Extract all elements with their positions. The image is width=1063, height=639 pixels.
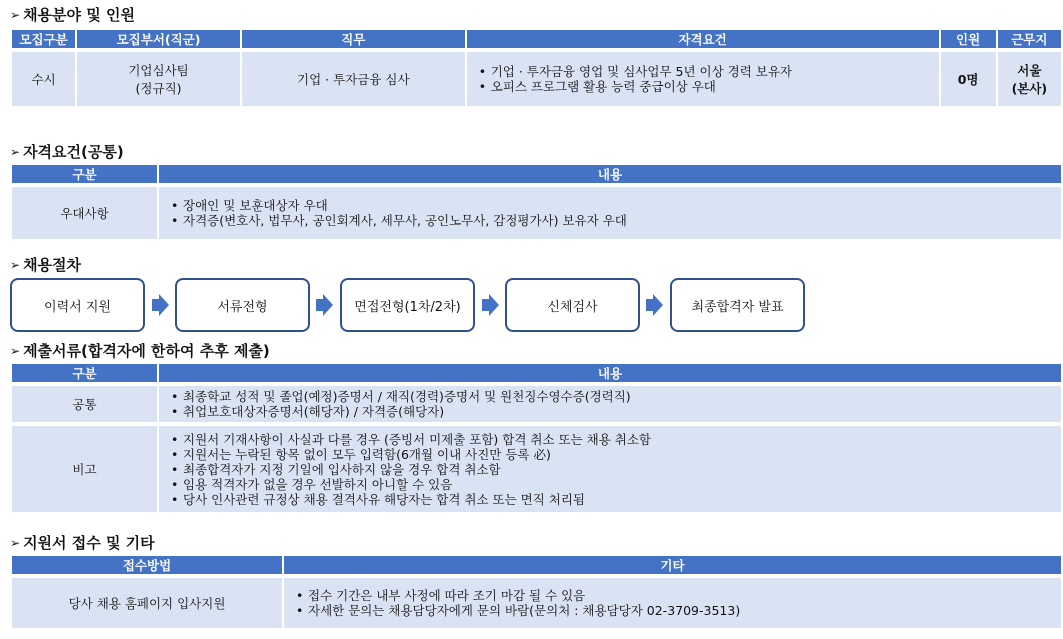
cell-duty: 기업 · 투자금융 심사 — [242, 52, 465, 106]
section-title-documents: ➢ 제출서류(합격자에 한하여 추후 제출) — [10, 342, 270, 360]
header-duty: 직무 — [242, 30, 465, 52]
cell-preference-items — [159, 187, 1061, 239]
header-requirements: 자격요건 — [467, 30, 939, 52]
process-step: 서류전형 — [175, 278, 310, 332]
section-title-common: ➢ 자격요건(공통) — [10, 143, 124, 161]
section-title-apply: ➢ 지원서 접수 및 기타 — [10, 534, 155, 552]
arrow-bullet-icon: ➢ — [10, 343, 21, 358]
header-method: 접수방법 — [12, 556, 282, 578]
cell-requirements — [467, 52, 939, 106]
list-item: • 자세한 문의는 채용담당자에게 문의 바람(문의처 : 채용담당자 02-3709-3513) — [294, 603, 1061, 618]
list-item: • 접수 기간은 내부 사정에 따라 조기 마감 될 수 있음 — [294, 588, 1061, 603]
section-title-process: ➢ 채용절차 — [10, 256, 82, 274]
common-requirements-table — [10, 165, 1063, 239]
cell-headcount: 0명 — [941, 52, 996, 106]
process-step: 이력서 지원 — [10, 278, 145, 332]
list-item: • 장애인 및 보훈대상자 우대 — [169, 198, 1061, 213]
cell-apply-items — [284, 578, 1061, 628]
cell-common-items — [159, 386, 1061, 422]
process-step: 신체검사 — [505, 278, 640, 332]
list-item: • 최종학교 성적 및 졸업(예정)증명서 / 재직(경력)증명서 및 원천징수영수증(경력직) — [169, 389, 1061, 404]
recruit-table — [10, 30, 1063, 106]
cell-common-label: 공통 — [12, 386, 157, 422]
list-item: • 당사 인사관련 규정상 채용 결격사유 해당자는 합격 취소 또는 면직 처리됨 — [169, 492, 1061, 507]
list-item: • 기업 · 투자금융 영업 및 심사업무 5년 이상 경력 보유자 — [477, 64, 939, 79]
cell-type: 수시 — [12, 52, 75, 106]
arrow-bullet-icon: ➢ — [10, 257, 21, 272]
cell-location: 서울 (본사) — [998, 52, 1061, 106]
header-category: 구분 — [12, 165, 157, 187]
header-location: 근무지 — [998, 30, 1061, 52]
cell-preference-label: 우대사항 — [12, 187, 157, 239]
cell-apply-method: 당사 채용 홈페이지 입사지원 — [12, 578, 282, 628]
list-item: • 지원서 기재사항이 사실과 다를 경우 (증빙서 미제출 포함) 합격 취소 또는 채용 취소함 — [169, 432, 1061, 447]
list-item: • 오피스 프로그램 활용 능력 중급이상 우대 — [477, 79, 939, 94]
process-step: 최종합격자 발표 — [670, 278, 805, 332]
arrow-bullet-icon: ➢ — [10, 144, 21, 159]
header-etc: 기타 — [284, 556, 1061, 578]
header-type: 모집구분 — [12, 30, 75, 52]
header-content: 내용 — [159, 165, 1061, 187]
list-item: • 취업보호대상자증명서(해당자) / 자격증(해당자) — [169, 404, 1061, 419]
header-category: 구분 — [12, 364, 157, 386]
process-flow — [10, 278, 810, 334]
apply-table — [10, 556, 1063, 628]
cell-note-items — [159, 426, 1061, 512]
cell-note-label: 비고 — [12, 426, 157, 512]
documents-table — [10, 364, 1063, 512]
list-item: • 최종합격자가 지정 기일에 입사하지 않을 경우 합격 취소함 — [169, 462, 1061, 477]
arrow-bullet-icon: ➢ — [10, 7, 21, 22]
header-dept: 모집부서(직군) — [77, 30, 240, 52]
cell-dept: 기업심사팀 (정규직) — [77, 52, 240, 106]
list-item: • 자격증(변호사, 법무사, 공인회계사, 세무사, 공인노무사, 감정평가사) 보유자 우대 — [169, 213, 1061, 228]
list-item: • 임용 적격자가 없을 경우 선발하지 아니할 수 있음 — [169, 477, 1061, 492]
header-content: 내용 — [159, 364, 1061, 386]
section-title-recruit: ➢ 채용분야 및 인원 — [10, 6, 135, 24]
list-item: • 지원서는 누락된 항목 없이 모두 입력함(6개월 이내 사진만 등록 必) — [169, 447, 1061, 462]
process-step: 면접전형(1차/2차) — [340, 278, 475, 332]
arrow-bullet-icon: ➢ — [10, 535, 21, 550]
header-headcount: 인원 — [941, 30, 996, 52]
